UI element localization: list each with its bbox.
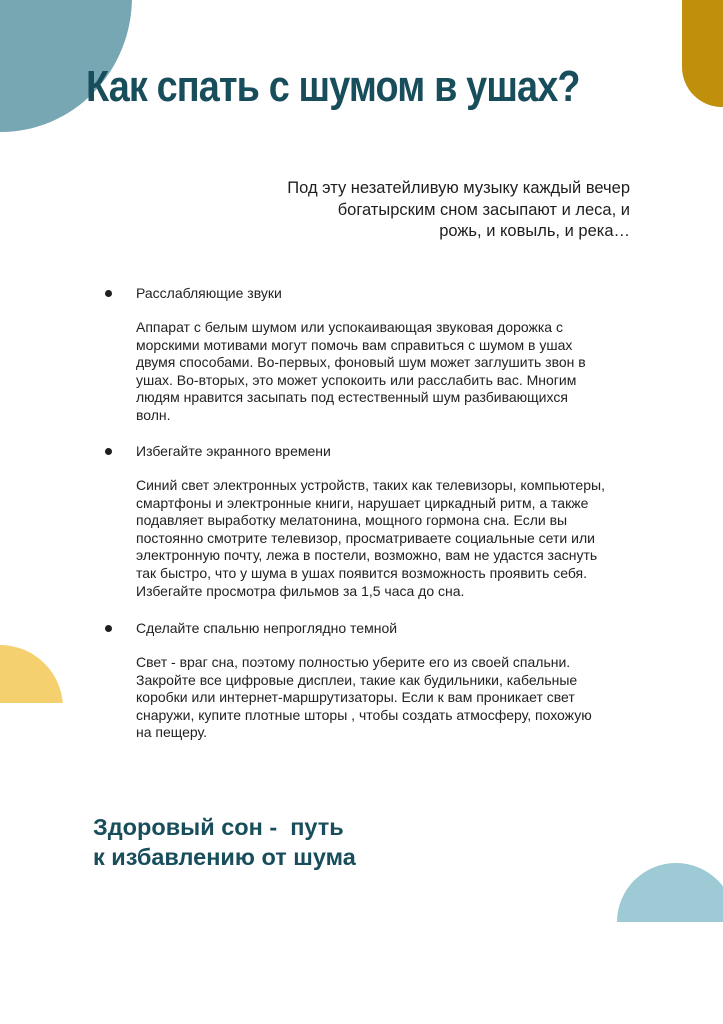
epigraph-line: рожь, и ковыль, и река… [439, 222, 630, 240]
body-line: подавляет выработку мелатонина, мощного гормона сна. Если вы [136, 512, 568, 529]
section-body [136, 654, 640, 742]
section-heading: Избегайте экранного времени [136, 443, 331, 459]
body-line: на пещеру. [136, 724, 208, 741]
epigraph-line: Под эту незатейливую музыку каждый вечер [287, 179, 630, 197]
section-dark-bedroom [100, 619, 640, 742]
section-body [136, 319, 640, 425]
section-body [136, 477, 640, 600]
bullet-icon [105, 625, 112, 632]
body-line: коробки или интернет-маршрутизаторы. Если к вам проникает свет [136, 689, 575, 706]
body-line: постоянно смотрите телевизор, просматриваете социальные сети или [136, 529, 595, 546]
bullet-icon [105, 290, 112, 297]
section-heading: Расслабляющие звуки [136, 285, 282, 301]
body-line: Синий свет электронных устройств, таких как телевизоры, компьютеры, [136, 477, 605, 493]
body-line: смартфоны и электронные книги, нарушает циркадный ритм, а также [136, 494, 589, 511]
section-heading: Сделайте спальню непроглядно темной [136, 620, 398, 636]
body-line: Закройте все цифровые дисплеи, такие как будильники, кабельные [136, 671, 578, 688]
conclusion-heading [93, 812, 356, 872]
body-line: ушах. Во-вторых, это может успокоить или расслабить вас. Многим [136, 371, 577, 388]
body-line: так быстро, что у шума в ушах появится возможность проявить себя. [136, 564, 588, 581]
conclusion-line: Здоровый сон - путь [93, 814, 344, 840]
bullet-icon [105, 448, 112, 455]
page-title: Как спать с шумом в ушах? [86, 62, 580, 111]
body-line: Аппарат с белым шумом или успокаивающая звуковая дорожка с [136, 319, 563, 335]
decorative-yellow-half-circle [0, 645, 63, 703]
body-line: электронную почту, лежа в постели, возможно, вам не удастся заснуть [136, 547, 598, 564]
body-line: Избегайте просмотра фильмов за 1,5 часа до сна. [136, 582, 465, 599]
epigraph [287, 178, 630, 243]
section-avoid-screen-time [100, 442, 640, 600]
section-relaxing-sounds [100, 284, 640, 425]
body-line: волн. [136, 406, 171, 423]
body-line: людям нравится засыпать под естественный шум разбивающихся [136, 389, 568, 406]
decorative-gold-pill [682, 0, 723, 107]
body-line: снаружи, купите плотные шторы , чтобы создать атмосферу, похожую [136, 706, 592, 723]
conclusion-line: к избавлению от шума [93, 844, 356, 870]
body-line: Свет - враг сна, поэтому полностью уберите его из своей спальни. [136, 654, 571, 670]
body-line: морскими мотивами могут помочь вам справиться с шумом в ушах [136, 336, 573, 353]
epigraph-line: богатырским сном засыпают и леса, и [337, 200, 630, 219]
body-line: двумя способами. Во-первых, фоновый шум может заглушить звон в [136, 354, 586, 371]
decorative-blue-half-circle [617, 863, 723, 922]
